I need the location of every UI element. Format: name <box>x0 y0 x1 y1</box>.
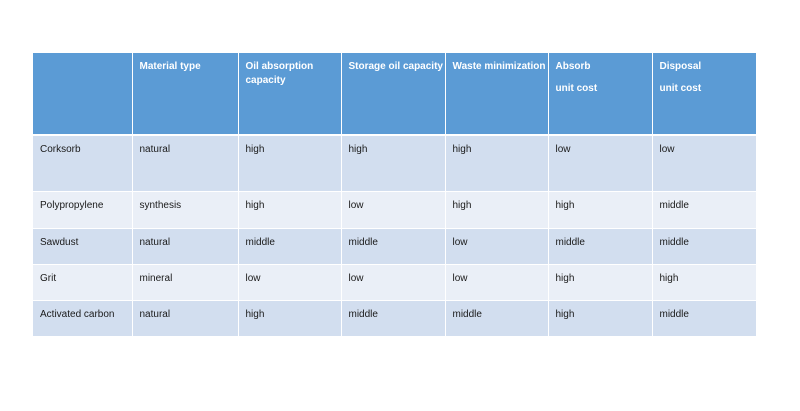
header-row <box>33 53 756 135</box>
table-cell: middle <box>652 229 756 265</box>
header-cell-storage-oil-capacity: Storage oil capacity <box>341 53 445 135</box>
table-cell: high <box>341 135 445 192</box>
table-cell: high <box>548 192 652 229</box>
table-cell: low <box>238 265 341 301</box>
table-cell: low <box>341 192 445 229</box>
table-cell: high <box>445 192 548 229</box>
comparison-table-wrapper <box>33 53 756 337</box>
table-cell: high <box>238 135 341 192</box>
table-cell: low <box>445 229 548 265</box>
table-cell: Polypropylene <box>33 192 132 229</box>
table-cell: middle <box>341 301 445 337</box>
table-cell: Grit <box>33 265 132 301</box>
table-row <box>33 135 756 192</box>
table-cell: synthesis <box>132 192 238 229</box>
table-cell: middle <box>341 229 445 265</box>
table-cell: middle <box>652 301 756 337</box>
table-cell: low <box>652 135 756 192</box>
table-cell: Sawdust <box>33 229 132 265</box>
header-cell-empty <box>33 53 132 135</box>
header-cell-material-type: Material type <box>132 53 238 135</box>
table-cell: high <box>548 301 652 337</box>
table-cell: natural <box>132 135 238 192</box>
table-cell: high <box>548 265 652 301</box>
table-cell: high <box>238 301 341 337</box>
table-cell: middle <box>238 229 341 265</box>
table-cell: natural <box>132 301 238 337</box>
table-cell: middle <box>652 192 756 229</box>
header-cell-disposal-unit-cost: Disposal unit cost <box>652 53 756 135</box>
table-cell: mineral <box>132 265 238 301</box>
table-row <box>33 192 756 229</box>
table-cell: low <box>548 135 652 192</box>
header-cell-waste-minimization: Waste minimization <box>445 53 548 135</box>
table-row <box>33 229 756 265</box>
table-cell: low <box>341 265 445 301</box>
table-cell: low <box>445 265 548 301</box>
sorbent-comparison-table <box>33 53 756 337</box>
header-cell-oil-absorption-capacity: Oil absorption capacity <box>238 53 341 135</box>
header-cell-absorb-unit-cost: Absorb unit cost <box>548 53 652 135</box>
table-row <box>33 301 756 337</box>
table-cell: high <box>445 135 548 192</box>
table-cell: high <box>652 265 756 301</box>
table-cell: Corksorb <box>33 135 132 192</box>
table-row <box>33 265 756 301</box>
table-header <box>33 53 756 135</box>
table-cell: middle <box>445 301 548 337</box>
table-body <box>33 135 756 337</box>
table-cell: high <box>238 192 341 229</box>
table-cell: natural <box>132 229 238 265</box>
table-cell: Activated carbon <box>33 301 132 337</box>
table-cell: middle <box>548 229 652 265</box>
